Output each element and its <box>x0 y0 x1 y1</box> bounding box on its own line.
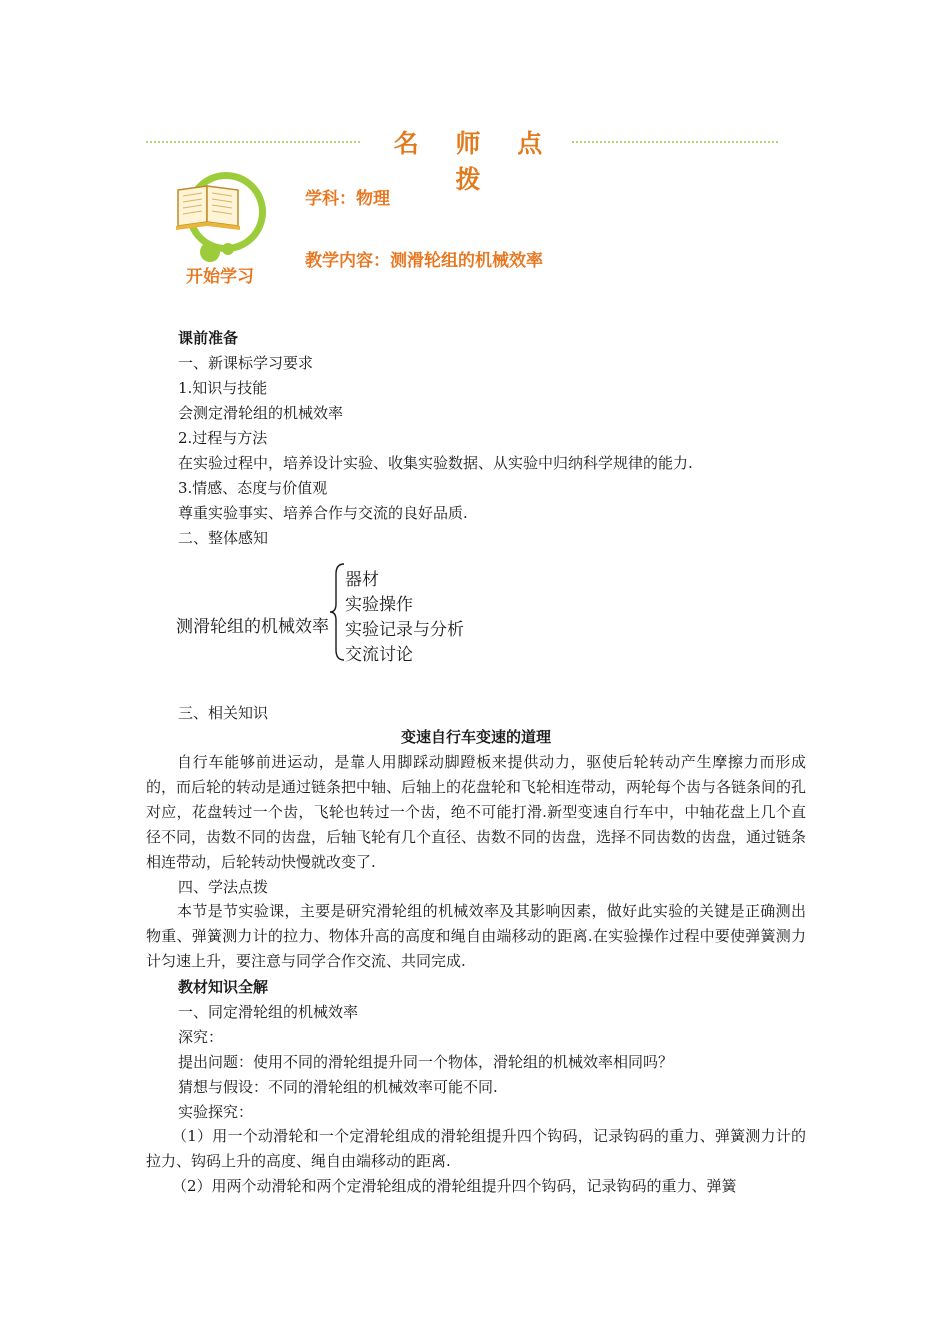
knowledge-3-text: 尊重实验事实、培养合作与交流的良好品质. <box>178 504 468 522</box>
hypothesis-text: 猜想与假设：不同的滑轮组的机械效率可能不同. <box>178 1078 498 1096</box>
article-title: 变速自行车变速的道理 <box>400 728 551 746</box>
question-text: 提出问题：使用不同的滑轮组提升同一个物体，滑轮组的机械效率相同吗？ <box>178 1053 674 1071</box>
article-paragraph: 自行车能够前进运动，是靠人用脚踩动脚蹬板来提供动力，驱使后轮转动产生摩擦力而形成的，而后轮的转动是通过链条把中轴、后轴上的花盘轮和飞轮相连带动，两轮每个齿与各链条间的孔对应，花盘转过一个齿，飞轮也转过一个齿，绝不可能打滑.新型变速自行车中，中轴花盘上几个直径不同，齿数不同的齿盘，后轴飞轮有几个直径、齿数不同的齿盘，选择不同齿数的齿盘，通过链条相连带动，后轮转动快慢就改变了. <box>146 753 807 871</box>
section-4-heading: 四、学法点拨 <box>178 878 269 896</box>
textbook-section-1: 一、同定滑轮组的机械效率 <box>178 1003 359 1021</box>
step-1-paragraph: （1）用一个动滑轮和一个定滑轮组成的滑轮组提升四个钩码，记录钩码的重力、弹簧测力计的拉力、钩码上升的高度、绳自由端移动的距离. <box>146 1127 806 1170</box>
diagram-branch: 器材 <box>345 570 379 590</box>
prep-heading: 课前准备 <box>178 329 239 347</box>
subject-label: 学科：物理 <box>305 189 390 209</box>
knowledge-3-heading: 3.情感、态度与价值观 <box>178 479 328 497</box>
method-paragraph: 本节是节实验课，主要是研究滑轮组的机械效率及其影响因素，做好此实验的关键是正确测出物重、弹簧测力计的拉力、物体升高的高度和绳自由端移动的距离.在实验操作过程中要使弹簧测力计匀速上升，要注意与同学合作交流、共同完成. <box>146 902 806 970</box>
step-2-paragraph: （2）用两个动滑轮和两个定滑轮组成的滑轮组提升四个钩码，记录钩码的重力、弹簧 <box>172 1177 737 1195</box>
section-2-heading: 二、整体感知 <box>178 529 269 547</box>
knowledge-1-text: 会测定滑轮组的机械效率 <box>178 404 344 422</box>
content-label: 教学内容：测滑轮组的机械效率 <box>305 251 543 271</box>
banner-rule-right <box>572 141 778 143</box>
diagram-brace <box>328 562 346 662</box>
knowledge-1-heading: 1.知识与技能 <box>178 379 268 397</box>
diagram-branch: 实验操作 <box>345 595 413 615</box>
diagram-branch: 实验记录与分析 <box>345 620 464 640</box>
explore-label: 深究： <box>178 1028 224 1046</box>
section-3-heading: 三、相关知识 <box>178 704 269 722</box>
start-learning-logo <box>170 170 275 290</box>
knowledge-2-heading: 2.过程与方法 <box>178 429 268 447</box>
logo-caption: 开始学习 <box>186 267 254 287</box>
diagram-root: 测滑轮组的机械效率 <box>176 617 329 637</box>
diagram-branch: 交流讨论 <box>345 645 413 665</box>
knowledge-2-text: 在实验过程中，培养设计实验、收集实验数据、从实验中归纳科学规律的能力. <box>178 454 693 472</box>
banner-title: 名 师 点 拨 <box>393 129 557 194</box>
textbook-heading: 教材知识全解 <box>178 978 269 996</box>
banner-rule-left <box>146 141 360 143</box>
experiment-label: 实验探究： <box>178 1103 254 1121</box>
section-1-heading: 一、新课标学习要求 <box>178 354 314 372</box>
